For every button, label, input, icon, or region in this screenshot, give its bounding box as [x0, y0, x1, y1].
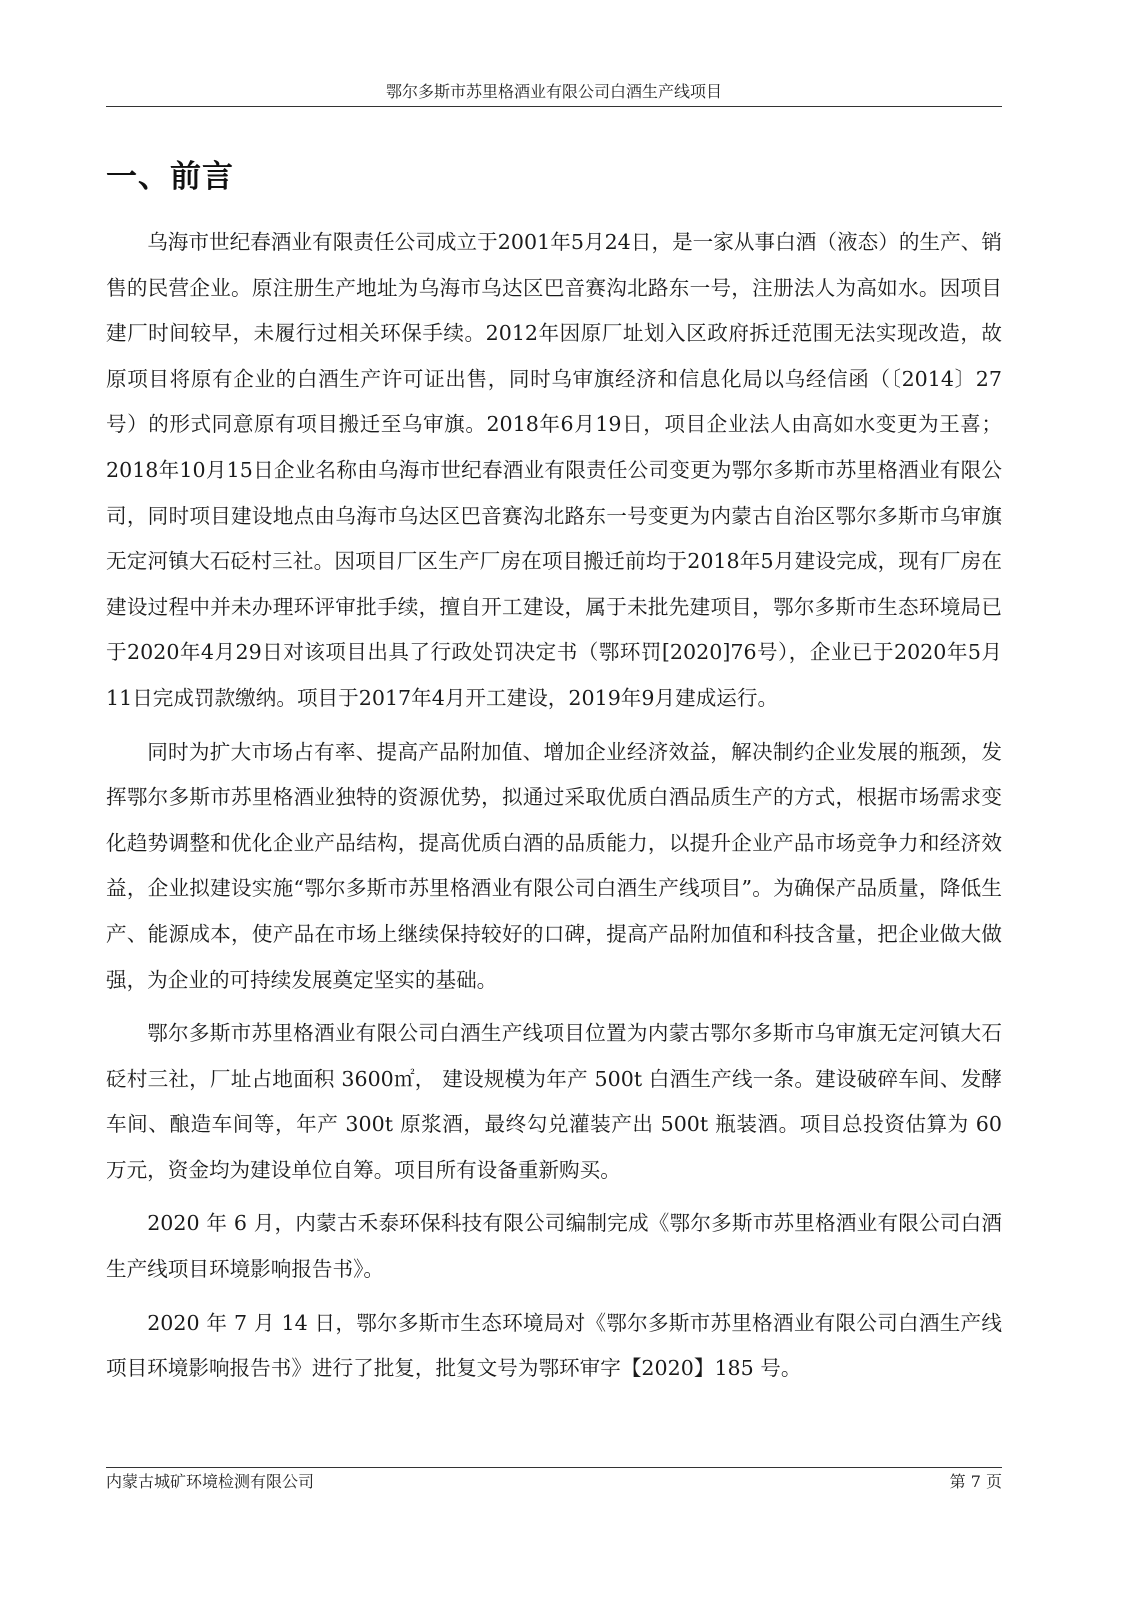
footer-company: 内蒙古城矿环境检测有限公司	[106, 1472, 315, 1491]
page-number: 第 7 页	[949, 1472, 1002, 1491]
paragraph-background: 乌海市世纪春酒业有限责任公司成立于2001年5月24日，是一家从事白酒（液态）的生产、销售的民营企业。原注册生产地址为乌海市乌达区巴音赛沟北路东一号，注册法人为高如水。因项目建厂时间较早，未履行过相关环保手续。2012年因原厂址划入区政府拆迁范围无法实现改造，故原项目将原有企业的白酒生产许可证出售，同时乌审旗经济和信息化局以乌经信函（〔2014〕27号）的形式同意原有项目搬迁至乌审旗。2018年6月19日，项目企业法人由高如水变更为王喜；2018年10月15日企业名称由乌海市世纪春酒业有限责任公司变更为鄂尔多斯市苏里格酒业有限公司，同时项目建设地点由乌海市乌达区巴音赛沟北路东一号变更为内蒙古自治区鄂尔多斯市乌审旗无定河镇大石砭村三社。因项目厂区生产厂房在项目搬迁前均于2018年5月建设完成，现有厂房在建设过程中并未办理环评审批手续，擅自开工建设，属于未批先建项目，鄂尔多斯市生态环境局已于2020年4月29日对该项目出具了行政处罚决定书（鄂环罚[2020]76号），企业已于2020年5月11日完成罚款缴纳。项目于2017年4月开工建设，2019年9月建成运行。	[106, 230, 1002, 710]
header-divider	[106, 106, 1002, 107]
page-header-title: 鄂尔多斯市苏里格酒业有限公司白酒生产线项目	[385, 82, 722, 101]
section-heading: 一、前言	[106, 159, 234, 195]
footer-divider	[106, 1467, 1002, 1468]
paragraph-project-scope: 鄂尔多斯市苏里格酒业有限公司白酒生产线项目位置为内蒙古鄂尔多斯市乌审旗无定河镇大石砭村三社，厂址占地面积 3600㎡， 建设规模为年产 500t 白酒生产线一条。建设破碎车间、发酵车间、酿造车间等，年产 300t 原浆酒，最终勾兑灌装产出 500t 瓶装酒。项目总投资估算为 60 万元，资金均为建设单位自筹。项目所有设备重新购买。	[106, 1021, 1002, 1182]
paragraph-purpose: 同时为扩大市场占有率、提高产品附加值、增加企业经济效益，解决制约企业发展的瓶颈，发挥鄂尔多斯市苏里格酒业独特的资源优势，拟通过采取优质白酒品质生产的方式，根据市场需求变化趋势调整和优化企业产品结构，提高优质白酒的品质能力，以提升企业产品市场竞争力和经济效益，企业拟建设实施“鄂尔多斯市苏里格酒业有限公司白酒生产线项目”。为确保产品质量，降低生产、能源成本，使产品在市场上继续保持较好的口碑，提高产品附加值和科技含量，把企业做大做强，为企业的可持续发展奠定坚实的基础。	[106, 739, 1002, 992]
body-text	[106, 220, 1002, 1400]
paragraph-report-approval: 2020 年 7 月 14 日，鄂尔多斯市生态环境局对《鄂尔多斯市苏里格酒业有限公司白酒生产线项目环境影响报告书》进行了批复，批复文号为鄂环审字【2020】185 号。	[106, 1310, 1002, 1381]
paragraph-report-compiled: 2020 年 6 月，内蒙古禾泰环保科技有限公司编制完成《鄂尔多斯市苏里格酒业有限公司白酒生产线项目环境影响报告书》。	[106, 1211, 1002, 1282]
